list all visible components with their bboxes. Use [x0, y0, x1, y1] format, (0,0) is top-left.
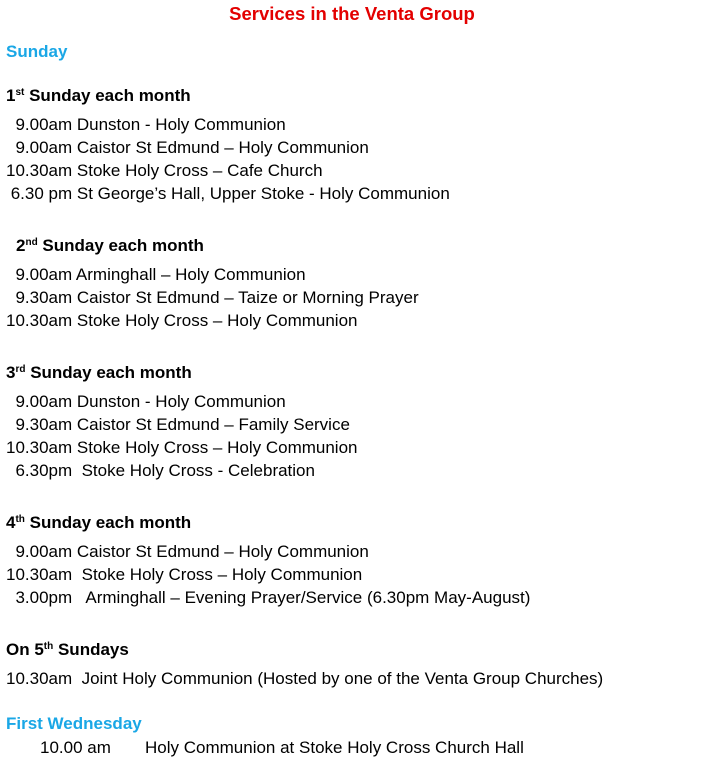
week3-heading-text: Sunday each month	[25, 363, 192, 382]
page-title: Services in the Venta Group	[229, 3, 475, 24]
week4-number: 4	[6, 513, 16, 532]
week1-suffix: st	[15, 87, 25, 98]
service-line: 10.30am Stoke Holy Cross – Holy Communion	[6, 438, 358, 457]
service-line: 3.00pm Arminghall – Evening Prayer/Service (6.30pm May-August)	[6, 588, 531, 607]
week2-suffix: nd	[25, 237, 38, 248]
week3-heading	[6, 363, 192, 383]
service-line: 9.00am Dunston - Holy Communion	[6, 392, 286, 411]
week5-heading-text: Sundays	[53, 640, 129, 659]
week4-suffix: th	[15, 514, 25, 525]
week1-heading	[6, 86, 191, 106]
service-line: 10.30am Stoke Holy Cross – Holy Communion	[6, 311, 358, 330]
wednesday-service: Holy Communion at Stoke Holy Cross Church Hall	[145, 738, 524, 757]
week2-number: 2	[16, 236, 26, 255]
service-line: 10.30am Stoke Holy Cross – Cafe Church	[6, 161, 323, 180]
service-line: 9.00am Caistor St Edmund – Holy Communion	[6, 138, 369, 157]
service-line: 9.00am Caistor St Edmund – Holy Communion	[6, 542, 369, 561]
service-line: 9.00am Arminghall – Holy Communion	[6, 265, 306, 284]
wednesday-section-label: First Wednesday	[6, 714, 142, 733]
week4-heading	[6, 513, 191, 533]
week5-heading	[6, 640, 129, 660]
service-line: 10.30am Joint Holy Communion (Hosted by one of the Venta Group Churches)	[6, 669, 604, 688]
week3-suffix: rd	[15, 364, 26, 375]
sunday-section-label: Sunday	[6, 42, 68, 61]
service-line: 10.30am Stoke Holy Cross – Holy Communion	[6, 565, 363, 584]
week1-heading-text: Sunday each month	[24, 86, 191, 105]
service-line: 6.30 pm St George’s Hall, Upper Stoke - Holy Communion	[6, 184, 450, 203]
week4-heading-text: Sunday each month	[24, 513, 192, 532]
wednesday-time: 10.00 am	[40, 738, 111, 757]
week3-number: 3	[6, 363, 16, 382]
week2-heading	[16, 236, 204, 256]
service-line: 6.30pm Stoke Holy Cross - Celebration	[6, 461, 315, 480]
week2-heading-text: Sunday each month	[37, 236, 204, 255]
week5-prefix: On 5	[6, 640, 44, 659]
service-line: 9.30am Caistor St Edmund – Family Service	[6, 415, 350, 434]
service-line: 9.00am Dunston - Holy Communion	[6, 115, 286, 134]
service-line: 9.30am Caistor St Edmund – Taize or Morning Prayer	[6, 288, 419, 307]
week1-number: 1	[6, 86, 16, 105]
week5-suffix: th	[43, 641, 54, 652]
